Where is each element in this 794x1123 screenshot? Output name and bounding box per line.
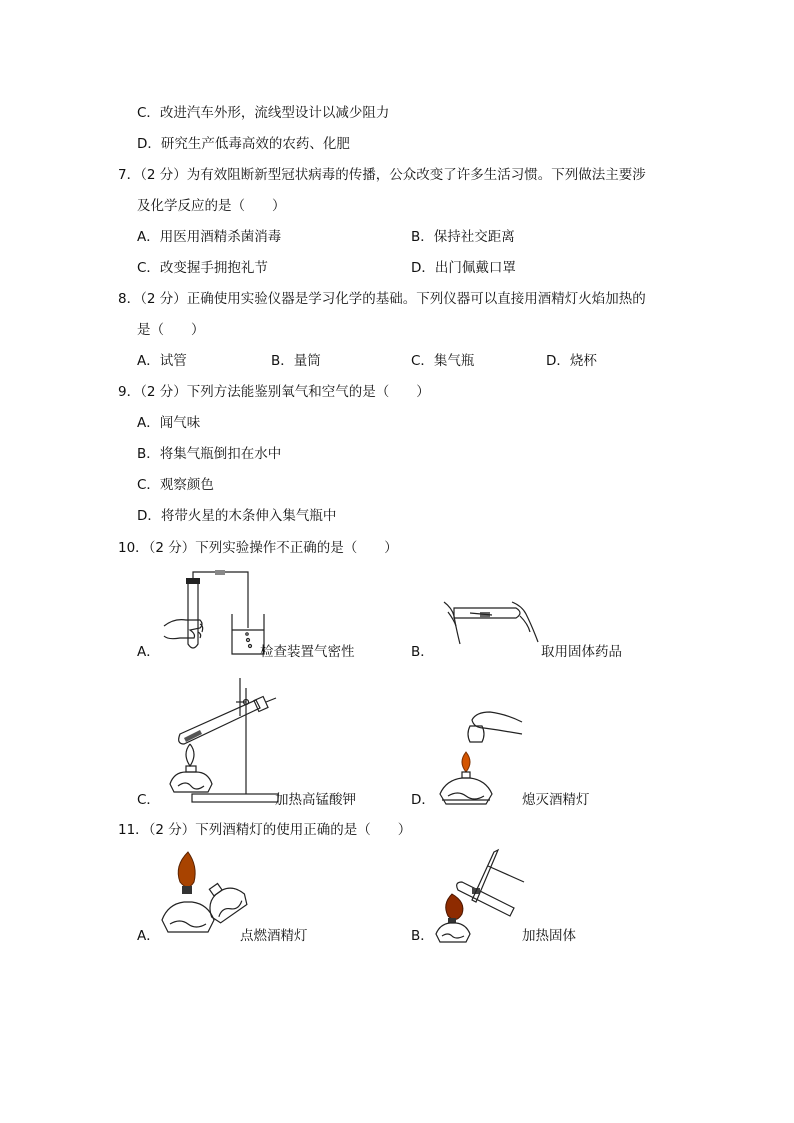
q6-option-d: D．研究生产低毒高效的农药、化肥 xyxy=(137,136,350,152)
q10-option-a-caption: 检查装置气密性 xyxy=(260,644,355,660)
q10-option-b-letter: B． xyxy=(411,644,434,660)
q11-option-a-letter: A． xyxy=(137,928,160,944)
q11-stem: 11．（2 分）下列酒精灯的使用正确的是（ ） xyxy=(118,822,412,838)
q7-option-c: C．改变握手拥抱礼节 xyxy=(137,260,268,276)
q10-option-d-caption: 熄灭酒精灯 xyxy=(522,792,590,808)
airtightness-check-figure xyxy=(160,568,270,660)
q7-option-b: B．保持社交距离 xyxy=(411,229,515,245)
q11-option-b-letter: B． xyxy=(411,928,434,944)
q10-option-c-letter: C． xyxy=(137,792,160,808)
q7-stem-line2: 及化学反应的是（ ） xyxy=(137,198,286,214)
q10-option-a-letter: A． xyxy=(137,644,160,660)
q8-stem-line2: 是（ ） xyxy=(137,322,205,338)
q7-option-a: A．用医用酒精杀菌消毒 xyxy=(137,229,282,245)
q7-stem-line1: 7．（2 分）为有效阻断新型冠状病毒的传播，公众改变了许多生活习惯。下列做法主要涉 xyxy=(118,167,646,183)
q10-option-c-caption: 加热高锰酸钾 xyxy=(275,792,356,808)
q9-option-b: B．将集气瓶倒扣在水中 xyxy=(137,446,282,462)
q9-stem: 9．（2 分）下列方法能鉴别氧气和空气的是（ ） xyxy=(118,384,430,400)
q6-option-c: C．改进汽车外形，流线型设计以减少阻力 xyxy=(137,105,390,121)
q8-option-a: A．试管 xyxy=(137,353,187,369)
potassium-permanganate-heating-figure xyxy=(160,672,280,808)
q8-option-c: C．集气瓶 xyxy=(411,353,475,369)
q8-option-d: D．烧杯 xyxy=(546,353,597,369)
q11-option-a-caption: 点燃酒精灯 xyxy=(240,928,308,944)
q8-stem-line1: 8．（2 分）正确使用实验仪器是学习化学的基础。下列仪器可以直接用酒精灯火焰加热的 xyxy=(118,291,646,307)
q7-option-d: D．出门佩戴口罩 xyxy=(411,260,516,276)
q10-stem: 10．（2 分）下列实验操作不正确的是（ ） xyxy=(118,540,398,556)
q8-option-b: B．量筒 xyxy=(271,353,321,369)
lighting-lamp-figure xyxy=(158,848,248,940)
q10-option-d-letter: D． xyxy=(411,792,435,808)
solid-reagent-figure xyxy=(440,598,544,648)
extinguish-lamp-figure xyxy=(436,704,526,808)
heating-solid-figure xyxy=(432,846,528,944)
q9-option-c: C．观察颜色 xyxy=(137,477,214,493)
q11-option-b-caption: 加热固体 xyxy=(522,928,576,944)
q9-option-a: A．闻气味 xyxy=(137,415,201,431)
q10-option-b-caption: 取用固体药品 xyxy=(541,644,622,660)
q9-option-d: D．将带火星的木条伸入集气瓶中 xyxy=(137,508,337,524)
